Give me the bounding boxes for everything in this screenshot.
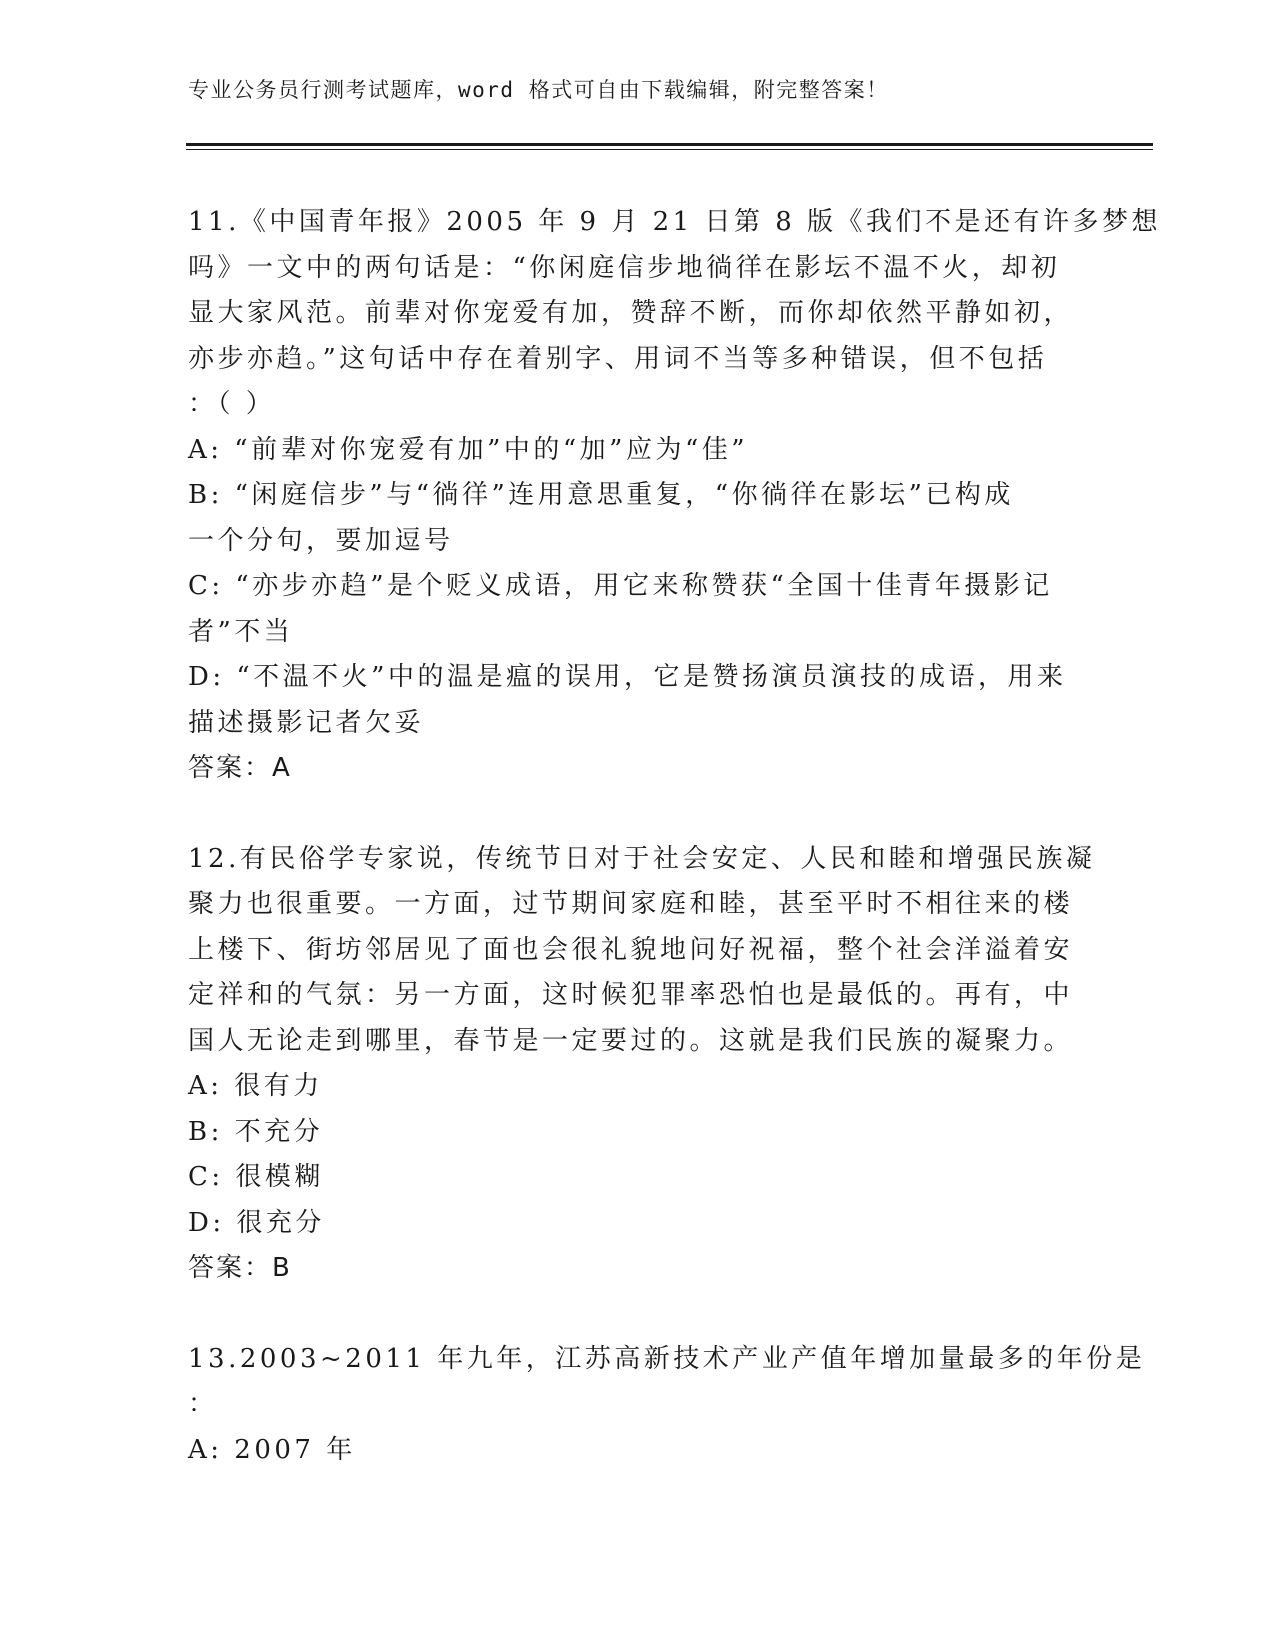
question-line: 国人无论走到哪里，春节是一定要过的。这就是我们民族的凝聚力。 xyxy=(188,1025,1074,1056)
question-line: 13.2003~2011 年九年，江苏高新技术产业产值年增加量最多的年份是 xyxy=(188,1343,1146,1374)
option-b-continued: 一个分句，要加逗号 xyxy=(188,525,454,556)
header-note: 专业公务员行测考试题库，word 格式可自由下载编辑，附完整答案！ xyxy=(188,78,889,102)
question-list xyxy=(188,200,1162,1518)
answer-label: 答案：B xyxy=(188,1253,292,1283)
option-a: A: “前辈对你宠爱有加”中的“加”应为“佳” xyxy=(188,434,749,465)
option-d-continued: 描述摄影记者欠妥 xyxy=(188,707,425,738)
option-b: B: 不充分 xyxy=(188,1116,324,1147)
option-d: D: 很充分 xyxy=(188,1207,325,1238)
question-line: 定祥和的气氛：另一方面，这时候犯罪率恐怕也是最低的。再有，中 xyxy=(188,980,1074,1010)
answer-label: 答案：A xyxy=(188,753,292,783)
option-d: D: “不温不火”中的温是瘟的误用，它是赞扬演员演技的成语，用来 xyxy=(188,662,1067,692)
question-line: 显大家风范。前辈对你宠爱有加，赞辞不断，而你却依然平静如初， xyxy=(188,298,1074,328)
question-line: 上楼下、街坊邻居见了面也会很礼貌地问好祝福，整个社会洋溢着安 xyxy=(188,934,1074,965)
question-line: 11.《中国青年报》2005 年 9 月 21 日第 8 版《我们不是还有许多梦想 xyxy=(188,207,1162,237)
question-line: ：（ ） xyxy=(188,389,276,419)
question-11 xyxy=(188,200,1162,792)
question-13 xyxy=(188,1337,1146,1474)
option-c: C: “亦步亦趋”是个贬义成语，用它来称赞获“全国十佳青年摄影记 xyxy=(188,571,1053,601)
question-line: 12.有民俗学专家说，传统节日对于社会安定、人民和睦和增强民族凝 xyxy=(188,843,1096,874)
question-line: 亦步亦趋。”这句话中存在着别字、用词不当等多种错误，但不包括 xyxy=(188,343,1048,374)
question-line: 聚力也很重要。一方面，过节期间家庭和睦，甚至平时不相往来的楼 xyxy=(188,889,1074,919)
option-c: C: 很模糊 xyxy=(188,1162,324,1192)
option-b: B: “闲庭信步”与“徜徉”连用意思重复，“你徜徉在影坛”已构成 xyxy=(188,480,1014,510)
question-line: ： xyxy=(188,1389,218,1419)
option-a: A: 2007 年 xyxy=(188,1434,356,1465)
question-12 xyxy=(188,837,1096,1292)
header-rule-thick xyxy=(186,143,1153,146)
header-rule-thin xyxy=(186,149,1153,150)
question-line: 吗》一文中的两句话是：“你闲庭信步地徜徉在影坛不温不火，却初 xyxy=(188,252,1061,283)
option-c-continued: 者”不当 xyxy=(188,616,294,647)
option-a: A: 很有力 xyxy=(188,1071,323,1101)
